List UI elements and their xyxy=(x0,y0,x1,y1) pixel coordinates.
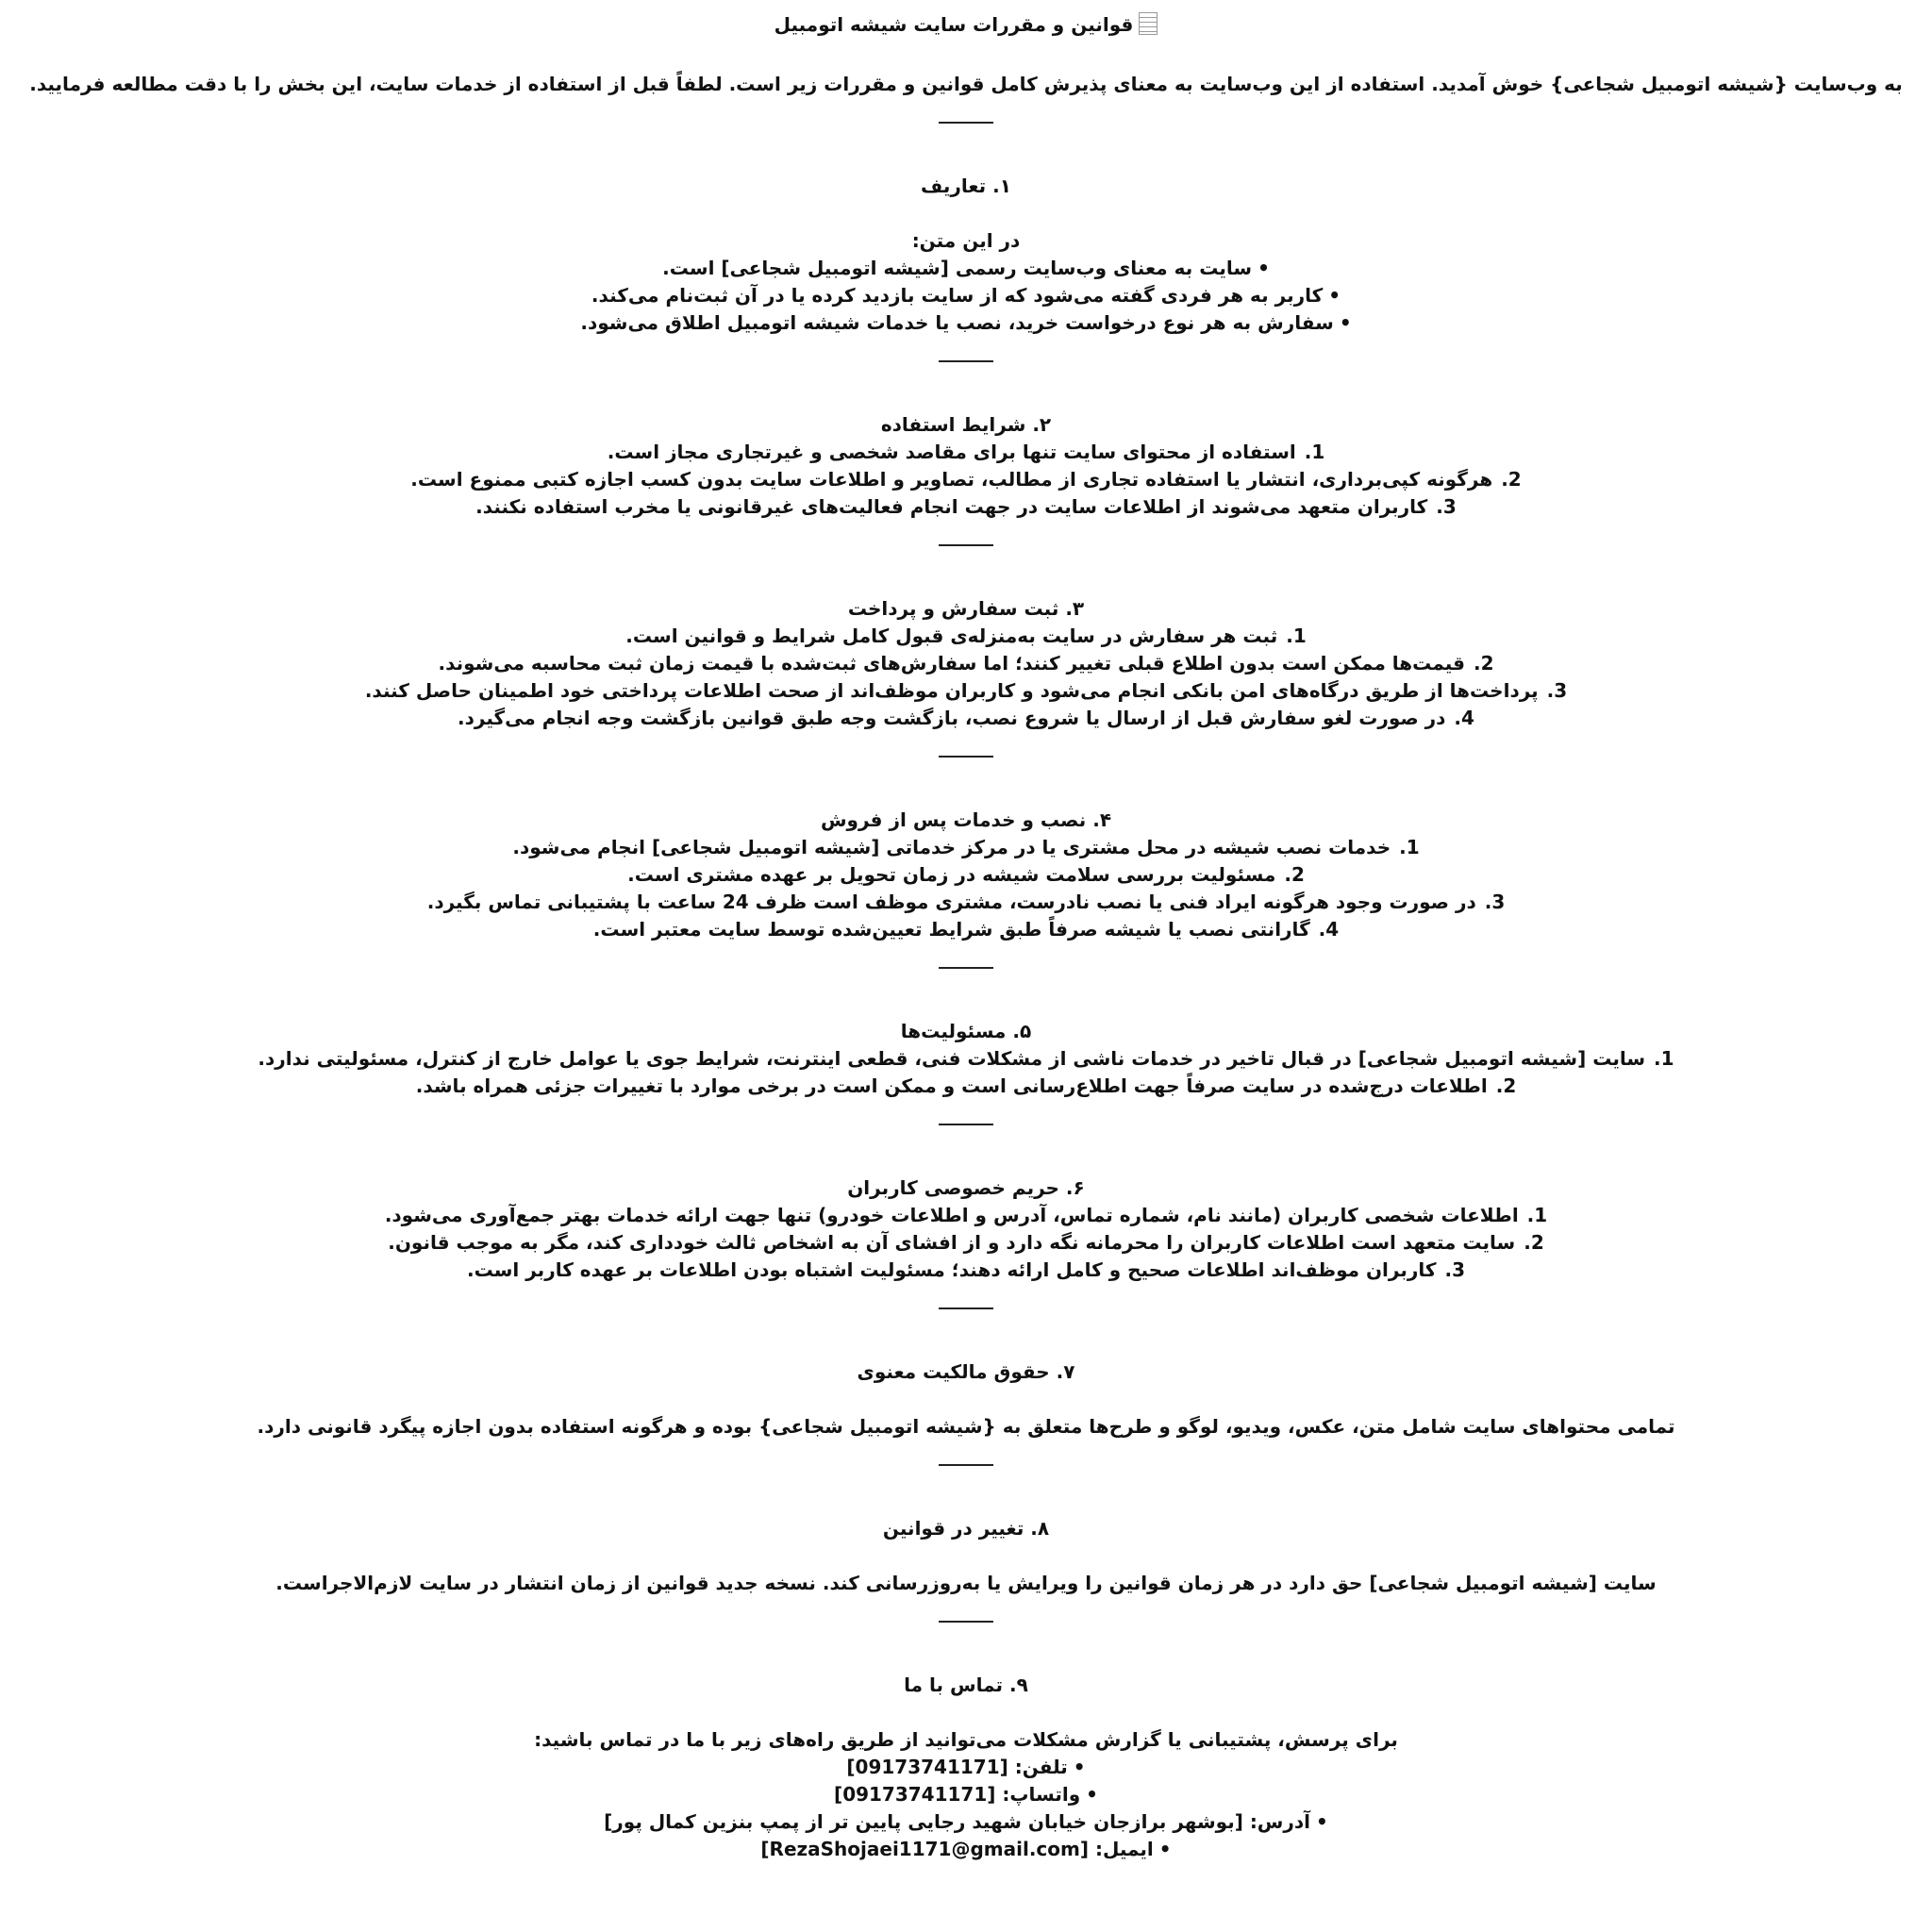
installation-service-list xyxy=(0,834,1932,943)
list-item xyxy=(0,493,1932,521)
section-privacy xyxy=(0,1174,1932,1284)
bullet-marker: • xyxy=(1086,1783,1098,1806)
list-item-text: مسئولیت بررسی سلامت شیشه در زمان تحویل بر عهده مشتری است. xyxy=(627,863,1276,886)
section-divider xyxy=(939,360,993,362)
section-divider xyxy=(939,1621,993,1623)
contact-label: ایمیل: xyxy=(1094,1838,1154,1860)
section-divider xyxy=(939,544,993,546)
terms-of-use-list xyxy=(0,439,1932,521)
item-number: 2. xyxy=(1473,652,1494,675)
item-number: 3. xyxy=(1484,891,1506,913)
list-item-text: در صورت لغو سفارش قبل از ارسال یا شروع نصب، بازگشت وجه طبق قوانین بازگشت وجه انجام می‌گیرد. xyxy=(458,707,1446,729)
section-contact xyxy=(0,1672,1932,1863)
list-item xyxy=(0,1202,1932,1229)
list-item xyxy=(0,1045,1932,1073)
item-number: 4. xyxy=(1318,918,1340,941)
section-paragraph: سایت [شیشه اتومبیل شجاعی] حق دارد در هر زمان قوانین را ویرایش یا به‌روزرسانی کند. نسخه جدید قوانین از زمان انتشار در سایت لازم‌الاجراست. xyxy=(275,1572,1657,1594)
list-item-text: خدمات نصب شیشه در محل مشتری یا در مرکز خدماتی [شیشه اتومبیل شجاعی] انجام می‌شود. xyxy=(512,836,1391,858)
contact-whatsapp xyxy=(0,1781,1932,1808)
section-title: ۱. تعاریف xyxy=(921,175,1011,197)
list-item xyxy=(0,705,1932,732)
section-title: ۵. مسئولیت‌ها xyxy=(900,1020,1032,1042)
document-icon xyxy=(1139,12,1158,35)
section-title: ۷. حقوق مالکیت معنوی xyxy=(857,1360,1075,1383)
document-title: قوانین و مقررات سایت شیشه اتومبیل xyxy=(774,13,1134,36)
item-number: 3. xyxy=(1444,1258,1465,1281)
section-lead: در این متن: xyxy=(911,229,1021,252)
list-item-text: قیمت‌ها ممکن است بدون اطلاع قبلی تغییر کنند؛ اما سفارش‌های ثبت‌شده با قیمت زمان ثبت محاسبه می‌شوند. xyxy=(438,652,1466,675)
item-number: 1. xyxy=(1286,625,1307,647)
list-item xyxy=(0,861,1932,889)
list-item xyxy=(0,1073,1932,1100)
contact-address xyxy=(0,1808,1932,1836)
item-number: 3. xyxy=(1546,679,1568,702)
list-item-text: ثبت هر سفارش در سایت به‌منزله‌ی قبول کامل شرایط و قوانین است. xyxy=(625,625,1278,647)
section-responsibilities xyxy=(0,1018,1932,1100)
intro-paragraph: به وب‌سایت {شیشه اتومبیل شجاعی} خوش آمدید. استفاده از این وب‌سایت به معنای پذیرش کامل قوانین و مقررات زیر است. لطفاً قبل از استفاده از خدمات سایت، این بخش را با دقت مطالعه فرمایید. xyxy=(29,73,1903,95)
definitions-list xyxy=(0,255,1932,337)
section-title: ۶. حریم خصوصی کاربران xyxy=(847,1176,1085,1199)
email-value: [RezaShojaei1171@gmail.com] xyxy=(760,1838,1090,1860)
whatsapp-value: [09173741171] xyxy=(834,1783,996,1806)
contact-label: تلفن: xyxy=(1014,1756,1068,1778)
item-number: 1. xyxy=(1399,836,1420,858)
list-item-text: در صورت وجود هرگونه ایراد فنی یا نصب نادرست، مشتری موظف است ظرف 24 ساعت با پشتیبانی تماس بگیرد. xyxy=(426,891,1476,913)
contact-phone xyxy=(0,1754,1932,1781)
section-title: ۲. شرایط استفاده xyxy=(880,413,1052,436)
list-item-text: کاربر به هر فردی گفته می‌شود که از سایت بازدید کرده یا در آن ثبت‌نام می‌کند. xyxy=(591,284,1324,307)
item-number: 4. xyxy=(1454,707,1474,729)
list-item xyxy=(0,889,1932,916)
item-number: 2. xyxy=(1495,1074,1517,1097)
list-item-text: گارانتی نصب یا شیشه صرفاً طبق شرایط تعیین‌شده توسط سایت معتبر است. xyxy=(592,918,1310,941)
phone-value: [09173741171] xyxy=(846,1756,1008,1778)
list-item-text: اطلاعات درج‌شده در سایت صرفاً جهت اطلاع‌رسانی است و ممکن است در برخی موارد با تغییرات جزئی همراه باشد. xyxy=(415,1074,1488,1097)
list-item xyxy=(0,282,1932,309)
bullet-marker: • xyxy=(1073,1756,1086,1778)
section-title: ۹. تماس با ما xyxy=(904,1674,1028,1696)
item-number: 1. xyxy=(1304,441,1325,463)
section-divider xyxy=(939,1307,993,1309)
list-item xyxy=(0,834,1932,861)
section-title: ۸. تغییر در قوانین xyxy=(882,1517,1050,1540)
list-item-text: سفارش به هر نوع درخواست خرید، نصب یا خدمات شیشه اتومبیل اطلاق می‌شود. xyxy=(580,311,1334,334)
document-title-row xyxy=(0,0,1932,39)
list-item xyxy=(0,439,1932,466)
address-value: [بوشهر برازجان خیابان شهید رجایی پایین تر از پمپ بنزین کمال پور] xyxy=(604,1810,1243,1833)
list-item xyxy=(0,466,1932,493)
section-divider xyxy=(939,1464,993,1466)
list-item-text: کاربران موظف‌اند اطلاعات صحیح و کامل ارائه دهند؛ مسئولیت اشتباه بودن اطلاعات بر عهده کاربر است. xyxy=(466,1258,1437,1281)
list-item xyxy=(0,623,1932,650)
item-number: 2. xyxy=(1284,863,1305,886)
bullet-marker: • xyxy=(1339,311,1352,334)
section-title: ۴. نصب و خدمات پس از فروش xyxy=(820,808,1112,831)
section-divider xyxy=(939,1124,993,1125)
list-item-text: سایت [شیشه اتومبیل شجاعی] در قبال تاخیر در خدمات ناشی از مشکلات فنی، قطعی اینترنت، شرایط جوی یا عوامل خارج از کنترل، مسئولیتی ندارد. xyxy=(258,1047,1646,1070)
list-item-text: هرگونه کپی‌برداری، انتشار یا استفاده تجاری از مطالب، تصاویر و اطلاعات سایت بدون کسب اجازه کتبی ممنوع است. xyxy=(410,468,1493,491)
list-item xyxy=(0,255,1932,282)
section-divider xyxy=(939,967,993,969)
item-number: 1. xyxy=(1654,1047,1674,1070)
section-changes xyxy=(0,1515,1932,1597)
bullet-marker: • xyxy=(1257,257,1270,279)
list-item xyxy=(0,1229,1932,1257)
section-title: ۳. ثبت سفارش و پرداخت xyxy=(847,597,1085,620)
bullet-marker: • xyxy=(1158,1838,1172,1860)
section-lead: برای پرسش، پشتیبانی یا گزارش مشکلات می‌توانید از طریق راه‌های زیر با ما در تماس باشید: xyxy=(534,1728,1398,1751)
section-order-payment xyxy=(0,595,1932,732)
list-item xyxy=(0,309,1932,337)
section-paragraph: تمامی محتواهای سایت شامل متن، عکس، ویدیو، لوگو و طرح‌ها متعلق به {شیشه اتومبیل شجاعی} بوده و هرگونه استفاده بدون اجازه پیگرد قانونی دارد. xyxy=(257,1415,1675,1438)
list-item-text: سایت به معنای وب‌سایت رسمی [شیشه اتومبیل شجاعی] است. xyxy=(662,257,1253,279)
list-item xyxy=(0,677,1932,705)
section-terms-of-use xyxy=(0,411,1932,521)
list-item-text: کاربران متعهد می‌شوند از اطلاعات سایت در جهت انجام فعالیت‌های غیرقانونی یا مخرب استفاده نکنند. xyxy=(475,495,1428,518)
bullet-marker: • xyxy=(1316,1810,1328,1833)
privacy-list xyxy=(0,1202,1932,1284)
list-item-text: استفاده از محتوای سایت تنها برای مقاصد شخصی و غیرتجاری مجاز است. xyxy=(607,441,1296,463)
responsibilities-list xyxy=(0,1045,1932,1100)
contact-label: واتساپ: xyxy=(1002,1783,1081,1806)
section-divider xyxy=(939,756,993,758)
section-definitions xyxy=(0,173,1932,337)
item-number: 2. xyxy=(1524,1231,1544,1254)
item-number: 1. xyxy=(1526,1204,1548,1226)
section-installation-service xyxy=(0,807,1932,943)
contact-email xyxy=(0,1836,1932,1863)
item-number: 3. xyxy=(1436,495,1457,518)
section-divider xyxy=(939,122,993,124)
list-item xyxy=(0,1257,1932,1284)
contact-list xyxy=(0,1754,1932,1863)
contact-label: آدرس: xyxy=(1249,1810,1311,1833)
list-item xyxy=(0,650,1932,677)
list-item-text: سایت متعهد است اطلاعات کاربران را محرمانه نگه دارد و از افشای آن به اشخاص ثالث خودداری کند، مگر به موجب قانون. xyxy=(388,1231,1516,1254)
section-intellectual-property xyxy=(0,1358,1932,1441)
item-number: 2. xyxy=(1501,468,1522,491)
list-item-text: اطلاعات شخصی کاربران (مانند نام، شماره تماس، آدرس و اطلاعات خودرو) تنها جهت ارائه خدمات بهتر جمع‌آوری می‌شود. xyxy=(384,1204,1519,1226)
list-item xyxy=(0,916,1932,943)
bullet-marker: • xyxy=(1328,284,1341,307)
order-payment-list xyxy=(0,623,1932,732)
list-item-text: پرداخت‌ها از طریق درگاه‌های امن بانکی انجام می‌شود و کاربران موظف‌اند از صحت اطلاعات پرداختی خود اطمینان حاصل کنند. xyxy=(364,679,1539,702)
